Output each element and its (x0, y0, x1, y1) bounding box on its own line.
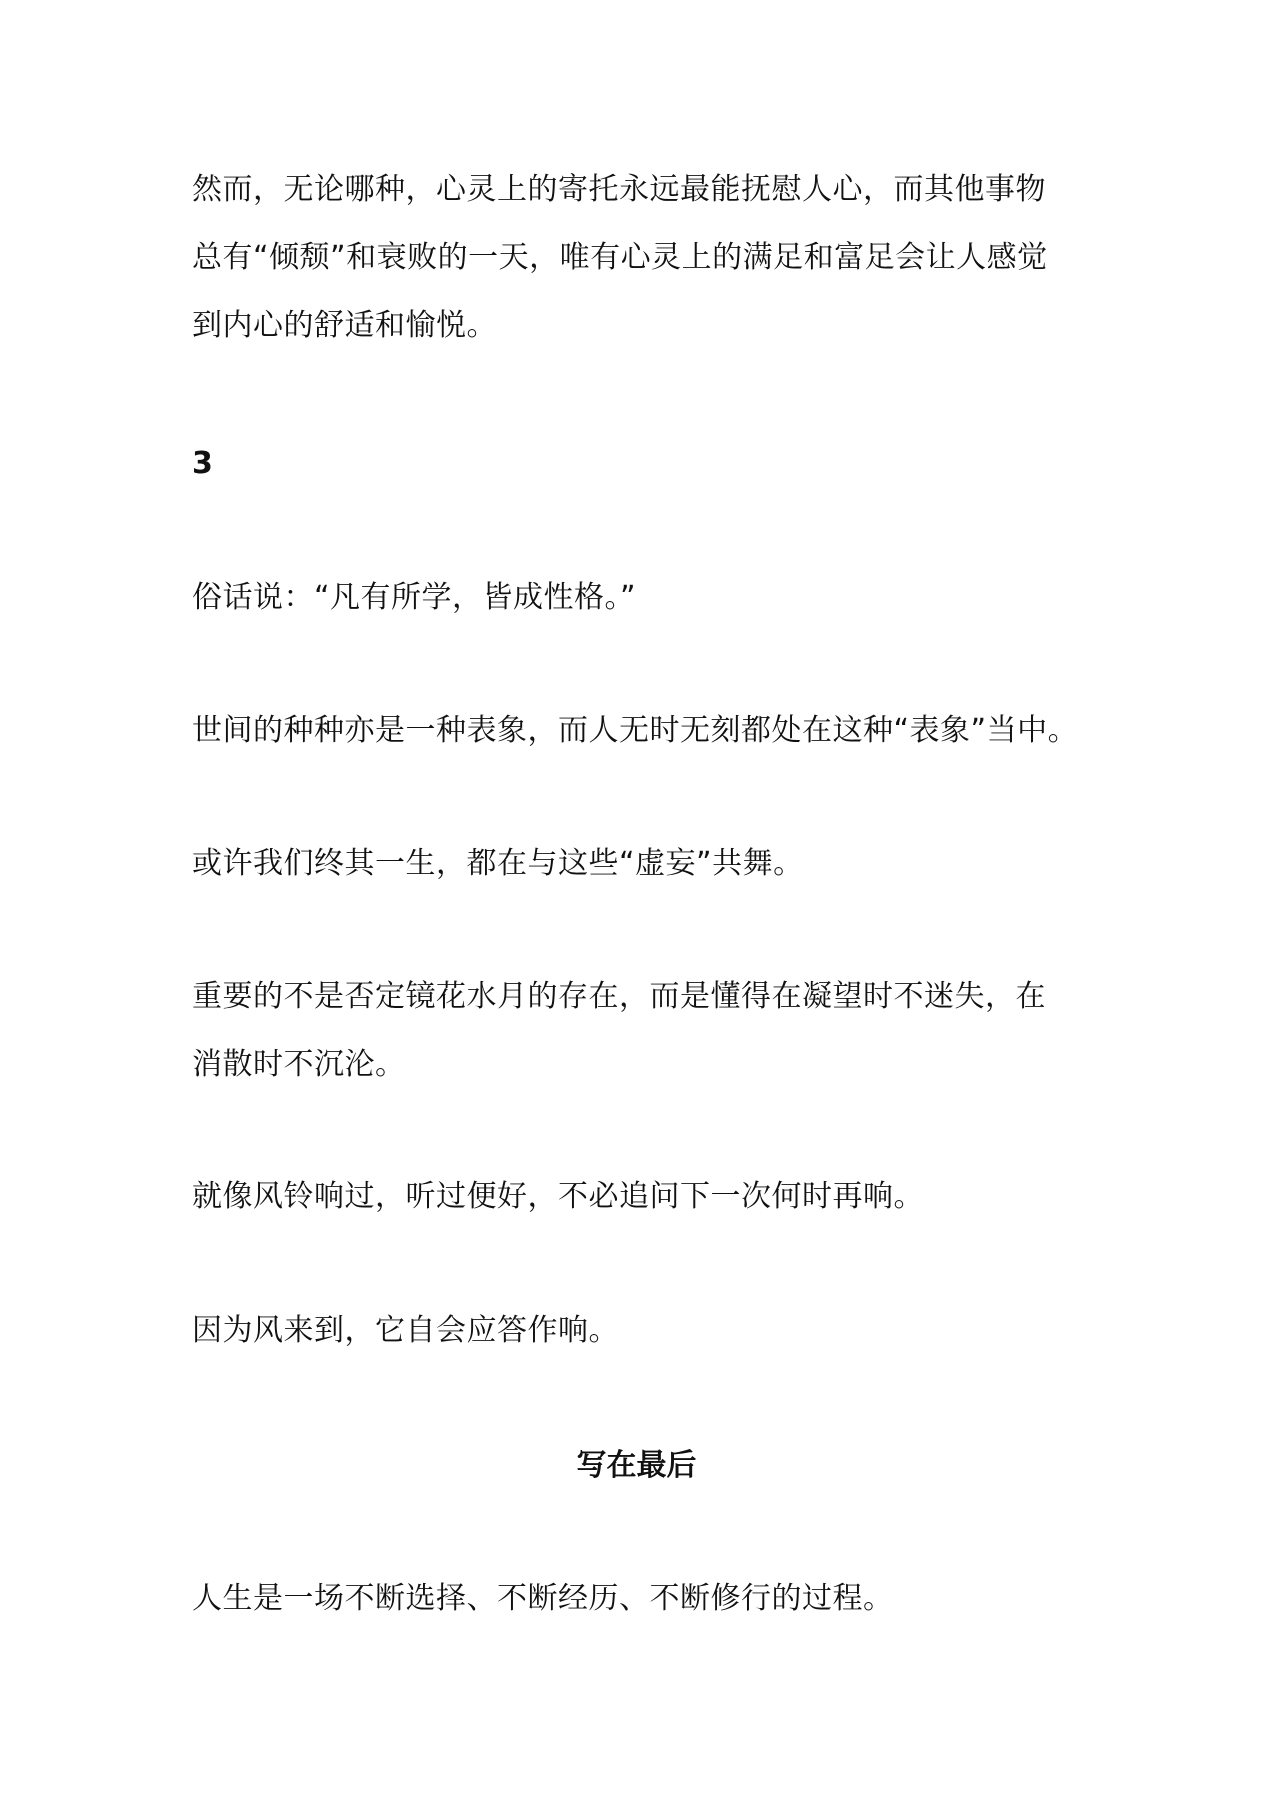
section-number: 3 (192, 446, 213, 481)
paragraph-life-process: 人生是一场不断选择、不断经历、不断修行的过程。 (192, 1581, 894, 1616)
paragraph-proverb: 俗话说：“凡有所学，皆成性格。” (192, 580, 637, 615)
paragraph-line: 到内心的舒适和愉悦。 (192, 308, 497, 343)
paragraph-not-lost (192, 963, 1092, 1099)
paragraph-line: 总有“倾颓”和衰败的一天，唯有心灵上的满足和富足会让人感觉 (192, 240, 1048, 275)
section-heading: 写在最后 (576, 1448, 697, 1483)
paragraph-wind-chime: 就像风铃响过，听过便好，不必追问下一次何时再响。 (192, 1179, 924, 1214)
paragraph-wind-comes: 因为风来到，它自会应答作响。 (192, 1313, 619, 1348)
paragraph-appearances: 世间的种种亦是一种表象，而人无时无刻都处在这种“表象”当中。 (192, 713, 1079, 748)
paragraph-line: 然而，无论哪种，心灵上的寄托永远最能抚慰人心，而其他事物 (192, 172, 1046, 207)
paragraph-line: 重要的不是否定镜花水月的存在，而是懂得在凝望时不迷失，在 (192, 979, 1046, 1014)
paragraph-dance-with-illusions: 或许我们终其一生，都在与这些“虚妄”共舞。 (192, 846, 804, 881)
paragraph-spiritual-comfort (192, 156, 1092, 360)
paragraph-line: 消散时不沉沦。 (192, 1047, 406, 1082)
